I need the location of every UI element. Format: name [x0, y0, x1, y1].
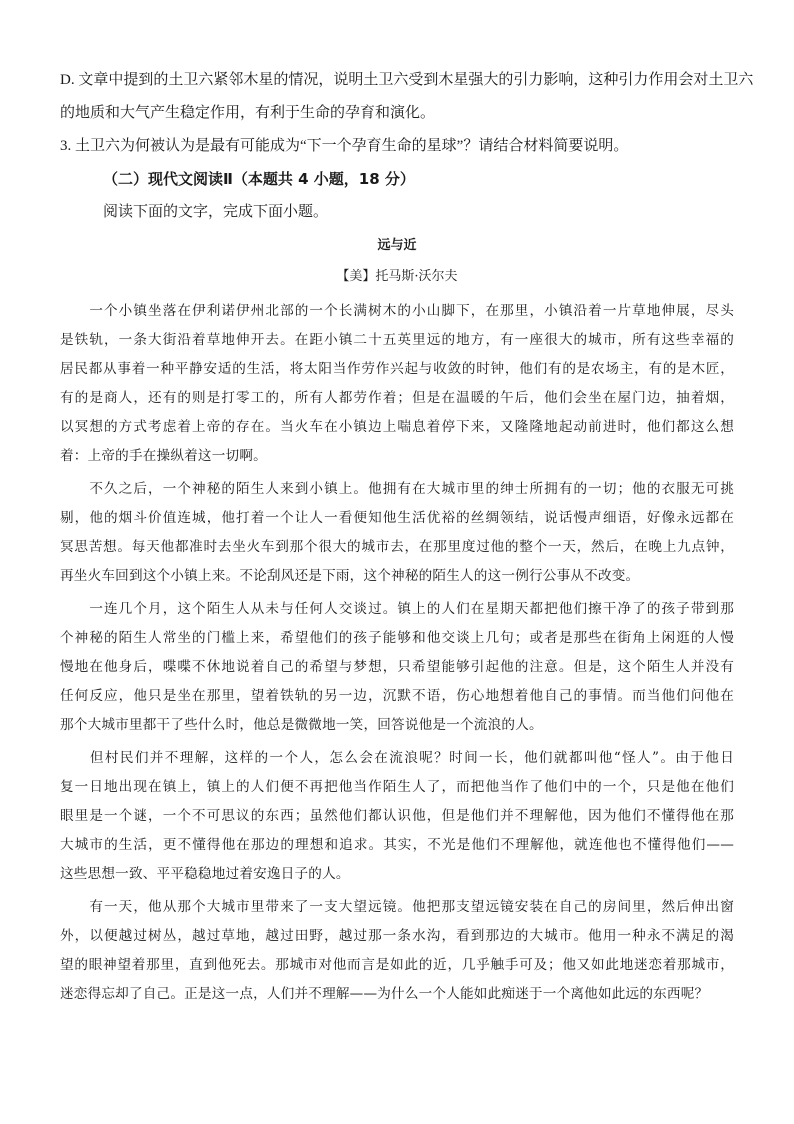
section-title: （二）现代文阅读Ⅱ（本题共 4 小题，18 分）: [103, 170, 415, 188]
paragraph-line: 剔，他的烟斗价值连城，他打着一个让人一看便知他生活优裕的丝绸领结，说话慢声细语，好像永远都在: [60, 510, 734, 526]
paragraph-line: 这些思想一致、平平稳稳地过着安逸日子的人。: [60, 866, 350, 882]
question-3: 3. 土卫六为何被认为是最有可能成为“下一个孕育生命的星球”？请结合材料简要说明。: [60, 138, 629, 154]
paragraph-line: 复一日地出现在镇上，镇上的人们便不再把他当作陌生人了，而把他当作了他们中的一个，只是他在他们: [60, 779, 734, 795]
story-body: [60, 297, 734, 1009]
paragraph-line: 是铁轨，一条大街沿着草地伸开去。在距小镇二十五英里远的地方，有一座很大的城市，所有这些幸福的: [60, 332, 734, 348]
option-d-line-2: 的地质和大气产生稳定作用，有利于生命的孕育和演化。: [60, 105, 436, 121]
option-d-line-1: D. 文章中提到的土卫六紧邻木星的情况，说明土卫六受到木星强大的引力影响，这种引力作用会对土卫六: [60, 72, 754, 88]
paragraph-line: 但村民们并不理解，这样的一个人，怎么会在流浪呢？时间一长，他们就都叫他“怪人”。由于他日: [60, 750, 734, 766]
paragraph-line: 冥思苦想。每天他都准时去坐火车到那个很大的城市去，在那里度过他的整个一天，然后，在晚上九点钟，: [60, 539, 734, 555]
story-title: 远与近: [377, 238, 417, 253]
paragraph-line: 迷恋得忘却了自己。正是这一点，人们并不理解——为什么一个人能如此痴迷于一个离他如此远的东西呢？: [60, 986, 709, 1002]
paragraph-line: 再坐火车回到这个小镇上来。不论刮风还是下雨，这个神秘的陌生人的这一例行公事从不改变。: [60, 568, 640, 584]
paragraph-line: 有的是商人，还有的则是打零工的，所有人都劳作着；但是在温暖的午后，他们会坐在屋门边，抽着烟，: [60, 390, 734, 406]
paragraph-line: 以冥想的方式考虑着上帝的存在。当火车在小镇边上喘息着停下来，又隆隆地起动前进时，他们都这么想: [60, 419, 734, 435]
paragraph-line: 一连几个月，这个陌生人从未与任何人交谈过。镇上的人们在星期天都把他们擦干净了的孩子带到那: [60, 601, 734, 617]
paragraph-line: 那个大城市里都干了些什么时，他总是微微地一笑，回答说他是一个流浪的人。: [60, 717, 543, 733]
story-paragraph: [60, 893, 734, 1009]
paragraph-line: 任何反应，他只是坐在那里，望着铁轨的另一边，沉默不语，伤心地想着他自己的事情。而当他们问他在: [60, 688, 734, 704]
paragraph-line: 望的眼神望着那里，直到他死去。那城市对他而言是如此的近，几乎触手可及；他又如此地迷恋着那城市，: [60, 957, 734, 973]
paragraph-line: 居民都从事着一种平静安适的生活，将太阳当作劳作兴起与收敛的时钟，他们有的是农场主，有的是木匠，: [60, 361, 734, 377]
paragraph-line: 外，以便越过树丛，越过草地，越过田野，越过那一条水沟，看到那边的大城市。他用一种永不满足的渴: [60, 928, 734, 944]
section-instruction: 阅读下面的文字，完成下面小题。: [103, 204, 329, 220]
paragraph-line: 个神秘的陌生人常坐的门槛上来，希望他们的孩子能够和他交谈上几句；或者是那些在街角上闲逛的人慢: [60, 630, 734, 646]
question-tail: [60, 0, 754, 163]
paragraph-line: 有一天，他从那个大城市里带来了一支大望远镜。他把那支望远镜安装在自己的房间里，然后伸出窗: [60, 899, 734, 915]
paragraph-line: 大城市的生活，更不懂得他在那边的理想和追求。其实，不光是他们不理解他，就连他也不懂得他们——: [60, 837, 734, 853]
paragraph-line: 不久之后，一个神秘的陌生人来到小镇上。他拥有在大城市里的绅士所拥有的一切；他的衣服无可挑: [60, 481, 734, 497]
paragraph-line: 着：上帝的手在操纵着这一切啊。: [60, 448, 267, 464]
story-paragraph: [60, 744, 734, 889]
story-paragraph: [60, 297, 734, 471]
paragraph-line: 眼里是一个谜，一个不可思议的东西；虽然他们都认识他，但是他们并不理解他，因为他们不懂得他在那: [60, 808, 734, 824]
paragraph-line: 一个小镇坐落在伊利诺伊州北部的一个长满树木的小山脚下，在那里，小镇沿着一片草地伸展，尽头: [60, 303, 734, 319]
story-paragraph: [60, 475, 734, 591]
story-paragraph: [60, 595, 734, 740]
paragraph-line: 慢地在他身后，喋喋不休地说着自己的希望与梦想，只希望能够引起他的注意。但是，这个陌生人并没有: [60, 659, 734, 675]
story-author: 【美】托马斯·沃尔夫: [336, 269, 458, 284]
